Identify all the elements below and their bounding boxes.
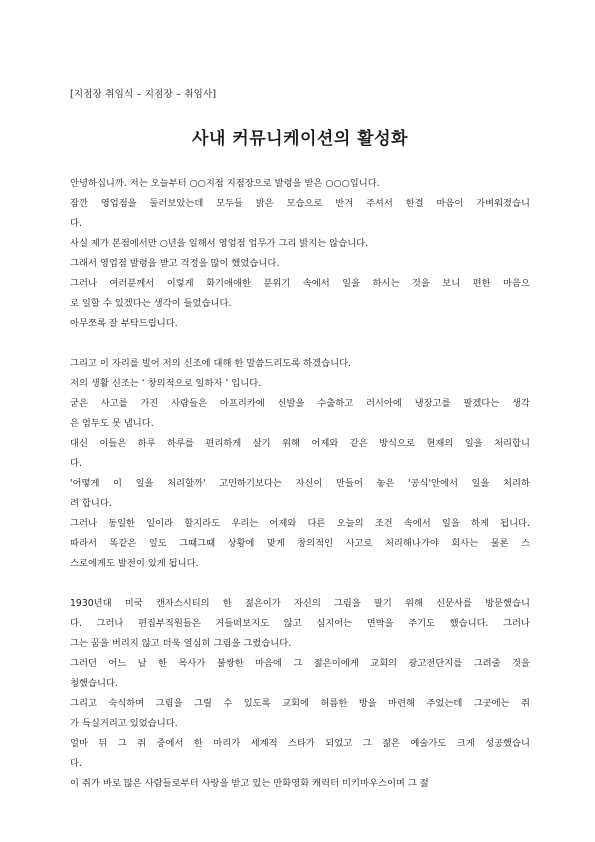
body-line: 그리고 이 자리를 빌어 저의 신조에 대해 한 말씀드리도록 하겠습니다. bbox=[70, 358, 352, 369]
document-title: 사내 커뮤니케이션의 활성화 bbox=[192, 129, 408, 149]
body-line: 안녕하십니까. 저는 오늘부터 ○○지점 지점장으로 발령을 받은 ○○○입니다. bbox=[70, 178, 380, 189]
body-line: '어떻게 이 일을 처리할까' 고민하기보다는 자신이 만들어 놓은 '공식'안에서 일을 처리하 bbox=[70, 478, 530, 489]
body-line: 1930년대 미국 캔자스시티의 한 젊은이가 자신의 그림을 팔기 위해 신문사를 방문했습니 bbox=[70, 598, 530, 609]
body-line: 다. bbox=[70, 458, 82, 469]
body-line: 다. bbox=[70, 218, 82, 229]
body-line: 그러나 여러분께서 이렇게 화기애애한 분위기 속에서 일을 하시는 것을 보니 편한 마음으 bbox=[70, 278, 530, 289]
paragraph-gap bbox=[70, 334, 530, 354]
body-line: 그래서 영업점 발령을 받고 걱정을 많이 했었습니다. bbox=[70, 258, 280, 269]
body-line: 따라서 똑같은 일도 그때그때 상황에 맞게 창의적인 사고로 처리해나가야 회사는 물론 스 bbox=[70, 538, 530, 549]
body-line: 청했습니다. bbox=[70, 678, 118, 689]
document-body bbox=[70, 174, 530, 794]
body-line: 그는 꿈을 버리지 않고 더욱 열심히 그림을 그렸습니다. bbox=[70, 638, 292, 649]
category-header: [지점장 취임식 – 지점장 – 취임사] bbox=[70, 89, 217, 100]
body-line: 그리고 숙식하며 그림을 그릴 수 있도록 교회에 허름한 방을 마련해 주었는데 그곳에는 쥐 bbox=[70, 698, 530, 709]
body-line: 굳은 사고를 가진 사람들은 아프리카에 신발을 수출하고 러시아에 냉장고를 팔겠다는 생각 bbox=[70, 398, 530, 409]
body-line: 다. bbox=[70, 758, 82, 769]
body-line: 가 득실거리고 있었습니다. bbox=[70, 718, 178, 729]
body-line: 사실 제가 본점에서만 ○년을 일해서 영업점 업무가 그리 밝지는 않습니다. bbox=[70, 238, 369, 249]
body-line: 이 쥐가 바로 많은 사람들로부터 사랑을 받고 있는 만화영화 캐릭터 미키마우스이며 그 젊 bbox=[70, 778, 429, 789]
body-line: 은 엄두도 못 냅니다. bbox=[70, 418, 154, 429]
paragraph-gap bbox=[70, 574, 530, 594]
body-line: 잠깐 영업점을 둘러보았는데 모두들 밝은 모습으로 반겨 주셔서 한결 마음이 가벼워졌습니 bbox=[70, 198, 530, 209]
body-line: 얼마 뒤 그 쥐 중에서 한 마리가 세계적 스타가 되었고 그 젊은 예술가도 크게 성공했습니 bbox=[70, 738, 530, 749]
body-line: 저의 생활 신조는 ‘ 창의적으로 일하자 ’ 입니다. bbox=[70, 378, 262, 389]
body-line: 다. 그러나 편집부직원들은 거들떠보지도 않고 심지어는 면박을 주기도 했습니다. 그러나 bbox=[70, 618, 530, 629]
body-line: 그러나 동일한 일이라 할지라도 우리는 어제와 다른 오늘의 조건 속에서 일을 하게 됩니다. bbox=[70, 518, 530, 529]
body-line: 아무쪼록 잘 부탁드립니다. bbox=[70, 318, 178, 329]
body-line: 로 일할 수 있겠다는 생각이 들었습니다. bbox=[70, 298, 232, 309]
body-line: 대신 이들은 하루 하루를 편리하게 살기 위해 어제와 같은 방식으로 현재의 일을 처리합니 bbox=[70, 438, 530, 449]
body-line: 스로에게도 발전이 있게 됩니다. bbox=[70, 558, 199, 569]
body-line: 려 합니다. bbox=[70, 498, 112, 509]
body-line: 그러던 어느 날 한 목사가 불쌍한 마음에 그 젊은이에게 교회의 광고전단지를 그려줄 것을 bbox=[70, 658, 530, 669]
